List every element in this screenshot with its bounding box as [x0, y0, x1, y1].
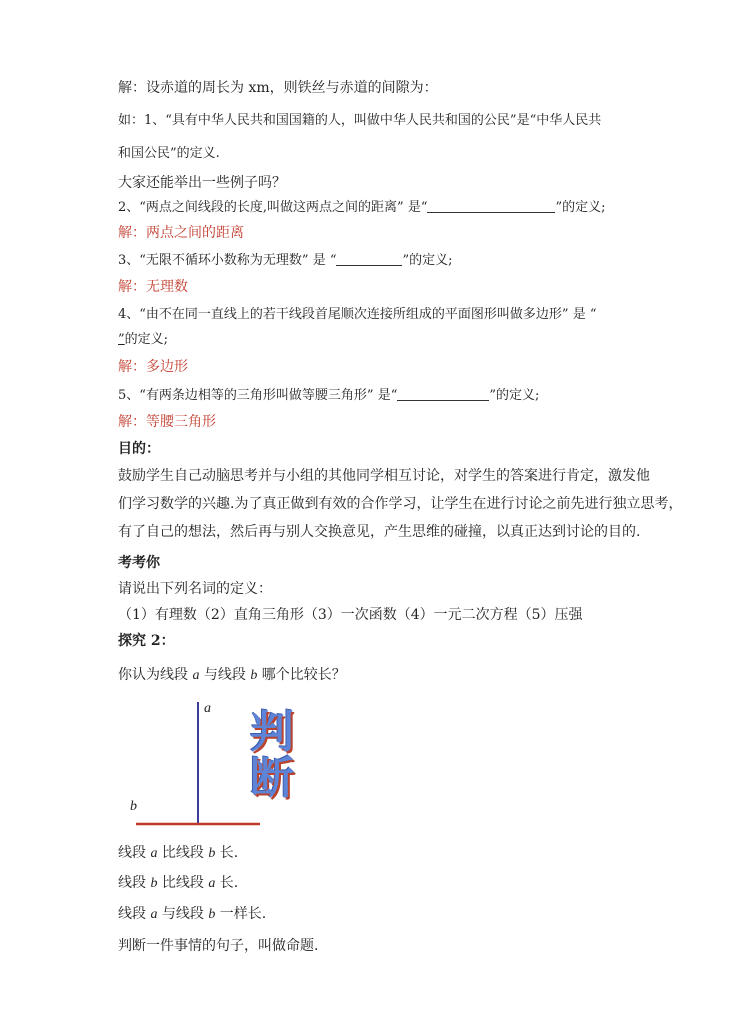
fill-blank-question: [118, 331, 168, 349]
paragraph-line: [118, 467, 650, 485]
text-line: [118, 174, 286, 192]
segment-label: a: [208, 876, 216, 891]
fill-blank-question: [118, 386, 539, 405]
segment-label: b: [208, 846, 216, 861]
segment-label: b: [150, 876, 158, 891]
line-text: 大家还能举出一些例子吗？: [118, 175, 286, 191]
segment-label: b: [208, 907, 216, 922]
text-part: 你认为线段: [118, 667, 193, 683]
text-line: [118, 580, 272, 598]
line-text: 如：1、“具有中华人民共和国国籍的人，叫做中华人民共和国的公民”是“中华人民共: [118, 113, 602, 128]
text-part: 哪个比较长？: [257, 667, 346, 683]
text-part: 长.: [215, 845, 239, 861]
text-part: 线段: [118, 845, 151, 861]
paragraph-line: [118, 523, 640, 541]
statement-line: [118, 905, 266, 924]
fill-blank-question: [118, 251, 453, 270]
line-text: 请说出下列名词的定义：: [118, 581, 272, 597]
answer-text: 解：无理数: [118, 279, 188, 295]
section-heading: [118, 554, 160, 572]
answer-line: [118, 278, 188, 296]
paragraph-line: [118, 495, 682, 513]
answer-text: 解：等腰三角形: [118, 414, 216, 430]
question-text: 5、“有两条边相等的三角形叫做等腰三角形” 是“: [118, 388, 398, 403]
question-text-end: ”的定义;: [489, 388, 540, 403]
answer-text: 解：两点之间的距离: [118, 225, 244, 241]
question-text: 2、“两点之间线段的长度,叫做这两点之间的距离” 是“: [118, 200, 428, 215]
text-part: 长.: [215, 875, 239, 891]
statement-line: [118, 844, 238, 863]
answer-blank: [397, 386, 489, 401]
answer-blank: [427, 198, 555, 213]
line-text: 4、“由不在同一直线上的若干线段首尾顺次连接所组成的平面图形叫做多边形” 是 “: [118, 307, 597, 322]
question-text-end: 的定义;: [124, 332, 169, 347]
line-text: 鼓励学生自己动脑思考并与小组的其他同学相互讨论，对学生的答案进行肯定，激发他: [118, 468, 650, 484]
answer-blank: [336, 251, 402, 266]
text-line: [118, 112, 601, 130]
fill-blank-question: [118, 198, 606, 217]
line-text: （1）有理数（2）直角三角形（3）一次函数（4）一元二次方程（5）压强: [118, 607, 583, 623]
label-a: a: [204, 701, 211, 716]
answer-line: [118, 224, 244, 242]
wordart-char: 判: [250, 707, 294, 758]
line-text: 有了自己的想法，然后再与别人交换意见，产生思维的碰撞，以真正达到讨论的目的.: [118, 524, 641, 540]
label-b: b: [130, 799, 137, 814]
text-line: [118, 79, 438, 97]
text-part: 比线段: [157, 875, 209, 891]
question-line: [118, 666, 346, 685]
text-part: 一样长.: [215, 906, 267, 922]
wordart-char: 断: [250, 753, 294, 804]
section-heading: [118, 632, 175, 650]
line-text: 判断一件事情的句子，叫做命题.: [118, 938, 319, 954]
segment-a-label: a: [192, 668, 200, 683]
answer-text: 解：多边形: [118, 359, 188, 375]
text-part: 比线段: [157, 845, 209, 861]
question-text: ”: [118, 332, 125, 347]
answer-line: [118, 358, 188, 376]
heading-text: 目的：: [118, 441, 160, 457]
text-line: [118, 606, 583, 624]
heading-text: 考考你: [118, 555, 160, 571]
answer-line: [118, 413, 216, 431]
line-text: 和国公民”的定义.: [118, 146, 220, 161]
text-line: [118, 306, 596, 324]
text-part: 与线段: [157, 906, 209, 922]
statement-line: [118, 874, 238, 893]
question-text: 3、“无限不循环小数称为无理数” 是 “: [118, 253, 337, 268]
line-text: 解：设赤道的周长为 xm，则铁丝与赤道的间隙为：: [118, 80, 438, 96]
line-text: 们学习数学的兴趣.为了真正做到有效的合作学习，让学生在进行讨论之前先进行独立思考，: [118, 496, 683, 512]
question-text-end: ”的定义;: [555, 200, 606, 215]
text-part: 与线段: [199, 667, 251, 683]
section-heading: [118, 440, 160, 458]
question-text-end: ”的定义;: [402, 253, 453, 268]
definition-line: [118, 937, 318, 955]
text-line: [118, 145, 220, 163]
segment-b-label: b: [250, 668, 258, 683]
segment-label: a: [150, 846, 158, 861]
text-part: 线段: [118, 906, 151, 922]
segment-label: a: [150, 907, 158, 922]
heading-text: 探究 2：: [118, 633, 175, 649]
text-part: 线段: [118, 875, 151, 891]
